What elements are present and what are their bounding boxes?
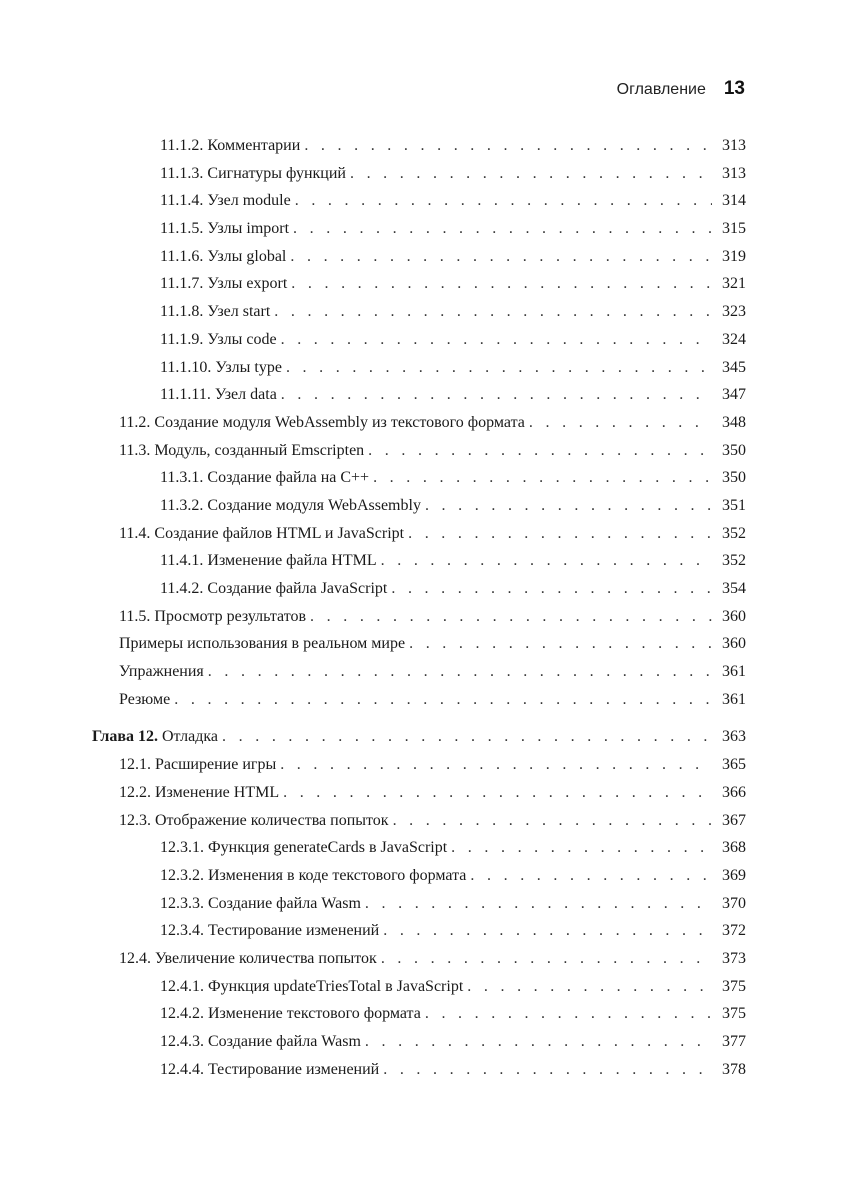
toc-entry-title: 11.3.1. Создание файла на C++ [160,469,370,487]
toc-entry-title: 12.4.1. Функция updateTriesTotal в JavaScript [160,977,464,995]
toc-page-number: 323 [722,303,746,321]
dot-leader [365,890,712,918]
dot-leader [304,132,712,160]
toc-entry[interactable] [92,381,746,409]
dot-leader [295,187,712,215]
toc-entry-title: 11.2. Создание модуля WebAssembly из текстового формата [119,413,525,431]
toc-entry-title: 11.3.2. Создание модуля WebAssembly [160,496,421,514]
toc-page-number: 366 [722,783,746,801]
toc-entry-title: Примеры использования в реальном мире [119,635,406,653]
toc-page-number: 360 [722,607,746,625]
dot-leader [310,603,712,631]
toc-entry-title [92,723,218,751]
toc-chapter-entry[interactable] [92,723,746,751]
toc-entry-title: 12.3.3. Создание файла Wasm [160,894,361,912]
toc-entry[interactable] [92,437,746,465]
dot-leader [291,270,712,298]
dot-leader [222,723,712,751]
toc-entry[interactable] [92,409,746,437]
toc-entry-title: 11.1.2. Комментарии [160,137,301,154]
toc-entry[interactable] [92,243,746,271]
dot-leader [365,1028,712,1056]
toc-page-number: 347 [722,386,746,404]
toc-entry[interactable] [92,945,746,973]
running-header [617,78,745,100]
table-of-contents [92,132,746,1083]
toc-entry[interactable] [92,779,746,807]
toc-page-number: 350 [722,441,746,459]
toc-entry-title: 11.4.1. Изменение файла HTML [160,552,377,570]
dot-leader [283,779,712,807]
dot-leader [293,215,712,243]
dot-leader [290,243,712,271]
toc-entry-title: 11.1.4. Узел module [160,192,291,210]
toc-page-number: 313 [722,164,746,182]
toc-entry[interactable] [92,187,746,215]
dot-leader [381,547,712,575]
toc-entry-title: 12.4.2. Изменение текстового формата [160,1005,421,1023]
dot-leader [383,917,712,945]
toc-entry-title: 11.1.10. Узлы type [160,358,282,376]
toc-entry[interactable] [92,575,746,603]
toc-chapter-title: Отладка [162,728,219,746]
toc-entry[interactable] [92,132,746,160]
toc-page-number: 314 [722,192,746,210]
dot-leader [467,973,712,1001]
toc-entry[interactable] [92,658,746,686]
toc-entry[interactable] [92,464,746,492]
toc-entry-title: 12.3.1. Функция generateCards в JavaScript [160,839,448,857]
toc-page-number: 319 [722,247,746,265]
toc-entry-title: 12.4.4. Тестирование изменений [160,1060,380,1078]
toc-entry-title: 11.3. Модуль, созданный Emscripten [119,441,365,459]
toc-entry-title: 11.4. Создание файлов HTML и JavaScript [119,524,405,542]
toc-entry[interactable] [92,1056,746,1084]
toc-page-number: 348 [722,413,746,431]
toc-page-number: 370 [722,894,746,912]
toc-page-number: 375 [722,1005,746,1023]
toc-chapter-label: Глава 12. [92,728,158,746]
toc-entry-title: 11.1.6. Узлы global [160,247,287,265]
dot-leader [529,409,712,437]
dot-leader [425,1000,712,1028]
toc-page-number: 313 [722,137,746,154]
toc-entry[interactable] [92,215,746,243]
toc-entry[interactable] [92,492,746,520]
toc-entry-title: Резюме [119,690,171,708]
toc-page-number: 324 [722,330,746,348]
dot-leader [391,575,712,603]
toc-entry-title: 11.1.3. Сигнатуры функций [160,164,346,182]
dot-leader [350,160,712,188]
toc-entry-title: 12.2. Изменение HTML [119,783,280,801]
toc-page-number: 363 [722,728,746,746]
dot-leader [470,862,712,890]
toc-entry-title: 12.1. Расширение игры [119,756,277,774]
toc-entry-title: 12.4. Увеличение количества попыток [119,949,377,967]
toc-entry-title: 11.1.9. Узлы code [160,330,277,348]
dot-leader [281,381,712,409]
toc-page-number: 351 [722,496,746,514]
dot-leader [383,1056,712,1084]
toc-page-number: 360 [722,635,746,653]
toc-page-number: 315 [722,220,746,238]
dot-leader [393,807,712,835]
toc-entry[interactable] [92,807,746,835]
dot-leader [409,630,712,658]
dot-leader [274,298,712,326]
toc-entry-title: 12.4.3. Создание файла Wasm [160,1033,361,1050]
dot-leader [408,520,712,548]
toc-entry[interactable] [92,520,746,548]
toc-page-number: 354 [722,580,746,597]
dot-leader [208,658,712,686]
dot-leader [425,492,712,520]
toc-entry[interactable] [92,834,746,862]
toc-entry-title: 12.3.4. Тестирование изменений [160,922,380,940]
toc-entry-title: 11.1.8. Узел start [160,303,271,321]
toc-entry[interactable] [92,547,746,575]
toc-page-number: 350 [722,469,746,487]
dot-leader [368,437,712,465]
toc-page-number: 321 [722,275,746,293]
toc-entry-title: 12.3. Отображение количества попыток [119,811,389,829]
toc-page-number: 368 [722,839,746,857]
toc-entry[interactable] [92,354,746,382]
toc-page-number: 361 [722,663,746,681]
toc-entry-title: 11.1.7. Узлы export [160,275,288,293]
toc-entry[interactable] [92,270,746,298]
dot-leader [281,326,712,354]
toc-entry[interactable] [92,890,746,918]
dot-leader [381,945,712,973]
toc-page-number: 345 [722,358,746,376]
header-page-number: 13 [723,78,745,99]
header-title: Оглавление [616,81,706,98]
dot-leader [373,464,712,492]
toc-entry[interactable] [92,862,746,890]
toc-entry-title: Упражнения [119,663,204,681]
toc-entry[interactable] [92,686,746,714]
toc-entry-title: 11.5. Просмотр результатов [119,607,307,625]
toc-entry[interactable] [92,326,746,354]
toc-page-number: 361 [722,690,746,708]
toc-page-number: 352 [722,552,746,570]
toc-entry[interactable] [92,1000,746,1028]
toc-entry[interactable] [92,630,746,658]
toc-entry[interactable] [92,917,746,945]
dot-leader [174,686,712,714]
dot-leader [451,834,712,862]
toc-page-number: 367 [722,811,746,829]
toc-entry-title: 11.1.5. Узлы import [160,220,290,238]
dot-leader [286,354,712,382]
toc-entry[interactable] [92,160,746,188]
toc-page-number: 378 [722,1060,746,1078]
toc-page-number: 352 [722,524,746,542]
toc-page-number: 373 [722,949,746,967]
dot-leader [280,751,712,779]
toc-page-number: 375 [722,977,746,995]
toc-entry[interactable] [92,751,746,779]
toc-page-number: 377 [722,1033,746,1050]
toc-entry[interactable] [92,603,746,631]
toc-entry-title: 11.4.2. Создание файла JavaScript [160,580,388,597]
toc-entry[interactable] [92,298,746,326]
toc-page-number: 365 [722,756,746,774]
toc-page-number: 372 [722,922,746,940]
toc-entry[interactable] [92,973,746,1001]
toc-page-number: 369 [722,866,746,884]
toc-entry-title: 11.1.11. Узел data [160,386,277,404]
toc-entry-title: 12.3.2. Изменения в коде текстового формата [160,866,467,884]
toc-entry[interactable] [92,1028,746,1056]
